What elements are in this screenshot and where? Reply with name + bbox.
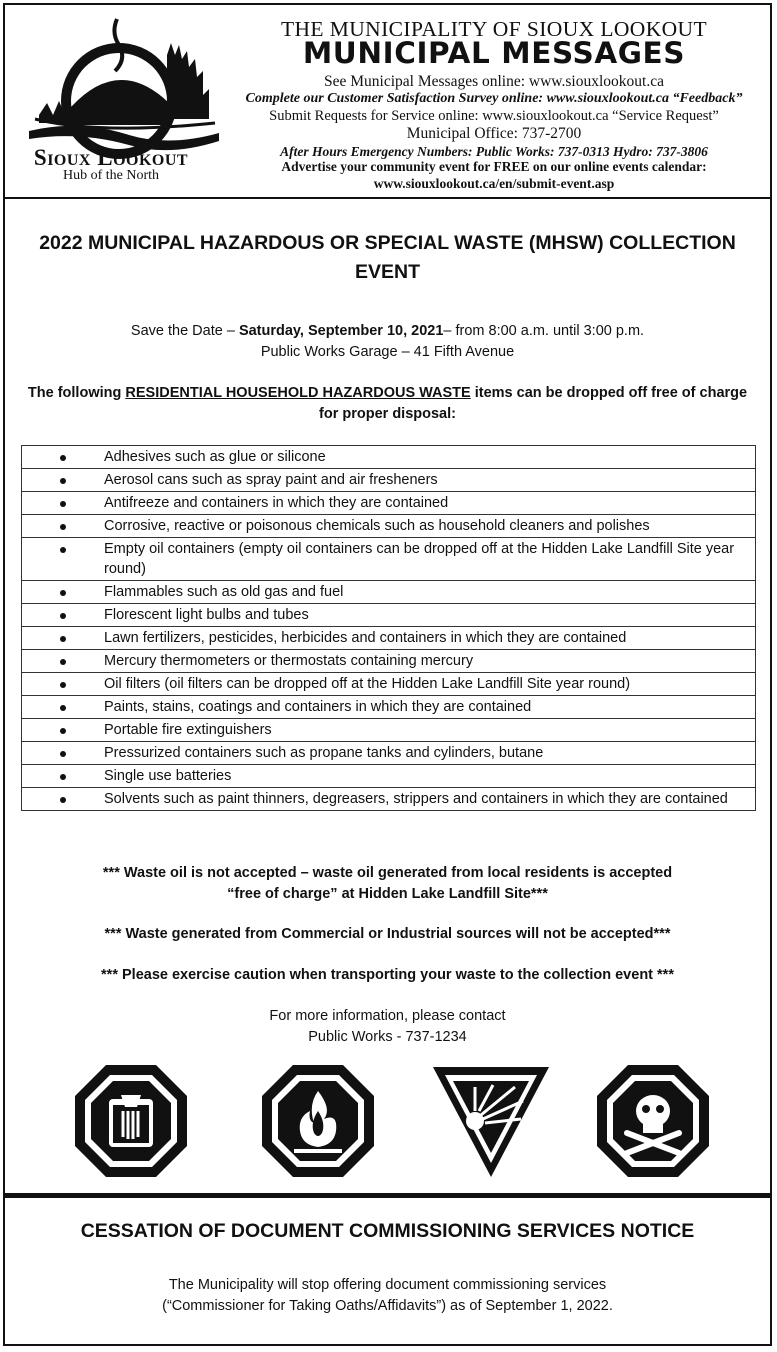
- commissioning-notice-section: [3, 1195, 772, 1346]
- bullet-icon: [60, 501, 66, 507]
- bullet-icon: [60, 774, 66, 780]
- waste-item-row: [22, 538, 756, 581]
- waste-item-text: Empty oil containers (empty oil containers can be dropped off at the Hidden Lake Landfill Site year round): [104, 538, 756, 581]
- online-line: See Municipal Messages online: www.siouxlookout.ca: [324, 73, 664, 90]
- requests-line: Submit Requests for Service online: www.siouxlookout.ca “Service Request”: [269, 108, 719, 124]
- bullet-icon: [60, 682, 66, 688]
- bullet-icon: [60, 797, 66, 803]
- waste-item-text: Florescent light bulbs and tubes: [104, 604, 756, 627]
- municipality-name: THE MUNICIPALITY OF SIOUX LOOKOUT: [280, 17, 708, 41]
- waste-item-text: Lawn fertilizers, pesticides, herbicides and containers in which they are contained: [104, 627, 756, 650]
- bullet-icon: [60, 524, 66, 530]
- notice-title: CESSATION OF DOCUMENT COMMISSIONING SERVICES NOTICE: [80, 1220, 695, 1242]
- waste-item-row: [22, 673, 756, 696]
- waste-item-text: Pressurized containers such as propane tanks and cylinders, butane: [104, 742, 756, 765]
- poison-icon: [593, 1061, 713, 1181]
- waste-item-row: [22, 446, 756, 469]
- event-date: [5, 321, 770, 363]
- waste-item-text: Paints, stains, coatings and containers in which they are contained: [104, 696, 756, 719]
- bullet-icon: [60, 751, 66, 757]
- bullet-icon: [60, 613, 66, 619]
- contact-info: For more information, please contact Public Works - 737-1234: [269, 1008, 506, 1045]
- waste-item-text: Mercury thermometers or thermostats containing mercury: [104, 650, 756, 673]
- save-suffix: – from 8:00 a.m. until 3:00 p.m.: [443, 323, 645, 339]
- logo-tagline: Hub of the North: [62, 168, 160, 183]
- save-date: Saturday, September 10, 2021: [238, 323, 444, 339]
- waste-item-row: [22, 788, 756, 811]
- mhsw-event-section: [3, 199, 772, 1195]
- event-title: 2022 MUNICIPAL HAZARDOUS OR SPECIAL WASTE (MHSW) COLLECTION EVENT: [39, 232, 736, 283]
- bullet-icon: [60, 590, 66, 596]
- waste-item-text: Corrosive, reactive or poisonous chemicals such as household cleaners and polishes: [104, 515, 756, 538]
- bullet-icon: [60, 455, 66, 461]
- waste-item-text: Portable fire extinguishers: [104, 719, 756, 742]
- logo-name: Sioux Lookout: [33, 145, 189, 170]
- save-prefix: Save the Date –: [130, 323, 239, 339]
- waste-oil-note: *** Waste oil is not accepted – waste oil generated from local residents is accepted “free of charge” at Hidden Lake Landfill Site***: [102, 865, 673, 902]
- waste-item-text: Adhesives such as glue or silicone: [104, 446, 756, 469]
- intro-emphasis: RESIDENTIAL HOUSEHOLD HAZARDOUS WASTE: [125, 385, 471, 401]
- commercial-note: *** Waste generated from Commercial or Industrial sources will not be accepted***: [104, 926, 671, 942]
- bullet-icon: [60, 547, 66, 553]
- waste-item-text: Aerosol cans such as spray paint and air fresheners: [104, 469, 756, 492]
- waste-item-row: [22, 469, 756, 492]
- waste-item-text: Oil filters (oil filters can be dropped off at the Hidden Lake Landfill Site year round): [104, 673, 756, 696]
- waste-item-text: Solvents such as paint thinners, degreasers, strippers and containers in which they are contained: [104, 788, 756, 811]
- waste-item-text: Antifreeze and containers in which they are contained: [104, 492, 756, 515]
- emergency-line: After Hours Emergency Numbers: Public Works: 737-0313 Hydro: 737-3806: [280, 144, 708, 159]
- notice-body: The Municipality will stop offering document commissioning services (“Commissioner for Taking Oaths/Affidavits”) as of September 1, 2022.: [162, 1277, 613, 1314]
- waste-item-row: [22, 604, 756, 627]
- bullet-icon: [60, 705, 66, 711]
- waste-item-row: [22, 719, 756, 742]
- waste-item-row: [22, 650, 756, 673]
- waste-item-row: [22, 696, 756, 719]
- waste-item-text: Flammables such as old gas and fuel: [104, 581, 756, 604]
- bullet-icon: [60, 728, 66, 734]
- waste-item-row: [22, 742, 756, 765]
- events-url: www.siouxlookout.ca/en/submit-event.asp: [373, 176, 615, 191]
- explosive-icon: [431, 1061, 551, 1181]
- page-title: MUNICIPAL MESSAGES: [302, 36, 686, 70]
- office-phone-line: Municipal Office: 737-2700: [406, 125, 582, 142]
- caution-note: *** Please exercise caution when transporting your waste to the collection event ***: [101, 967, 674, 983]
- items-intro: The following RESIDENTIAL HOUSEHOLD HAZARDOUS WASTE items can be dropped off free of charge for proper disposal:: [27, 385, 748, 422]
- advertise-line: Advertise your community event for FREE on our online events calendar:: [281, 159, 707, 174]
- survey-line: Complete our Customer Satisfaction Survey online: www.siouxlookout.ca “Feedback”: [245, 91, 743, 106]
- event-location: Public Works Garage – 41 Fifth Avenue: [260, 344, 515, 360]
- bullet-icon: [60, 659, 66, 665]
- waste-item-row: [22, 492, 756, 515]
- waste-items-table: [21, 445, 756, 811]
- waste-item-row: [22, 765, 756, 788]
- waste-item-row: [22, 515, 756, 538]
- flammable-icon: [258, 1061, 378, 1181]
- bullet-icon: [60, 478, 66, 484]
- corrosive-icon: [71, 1061, 191, 1181]
- waste-item-row: [22, 581, 756, 604]
- header-banner: [3, 3, 772, 199]
- bullet-icon: [60, 636, 66, 642]
- waste-item-row: [22, 627, 756, 650]
- waste-item-text: Single use batteries: [104, 765, 756, 788]
- public-works-phone: Public Works - 737-1234: [308, 1029, 467, 1045]
